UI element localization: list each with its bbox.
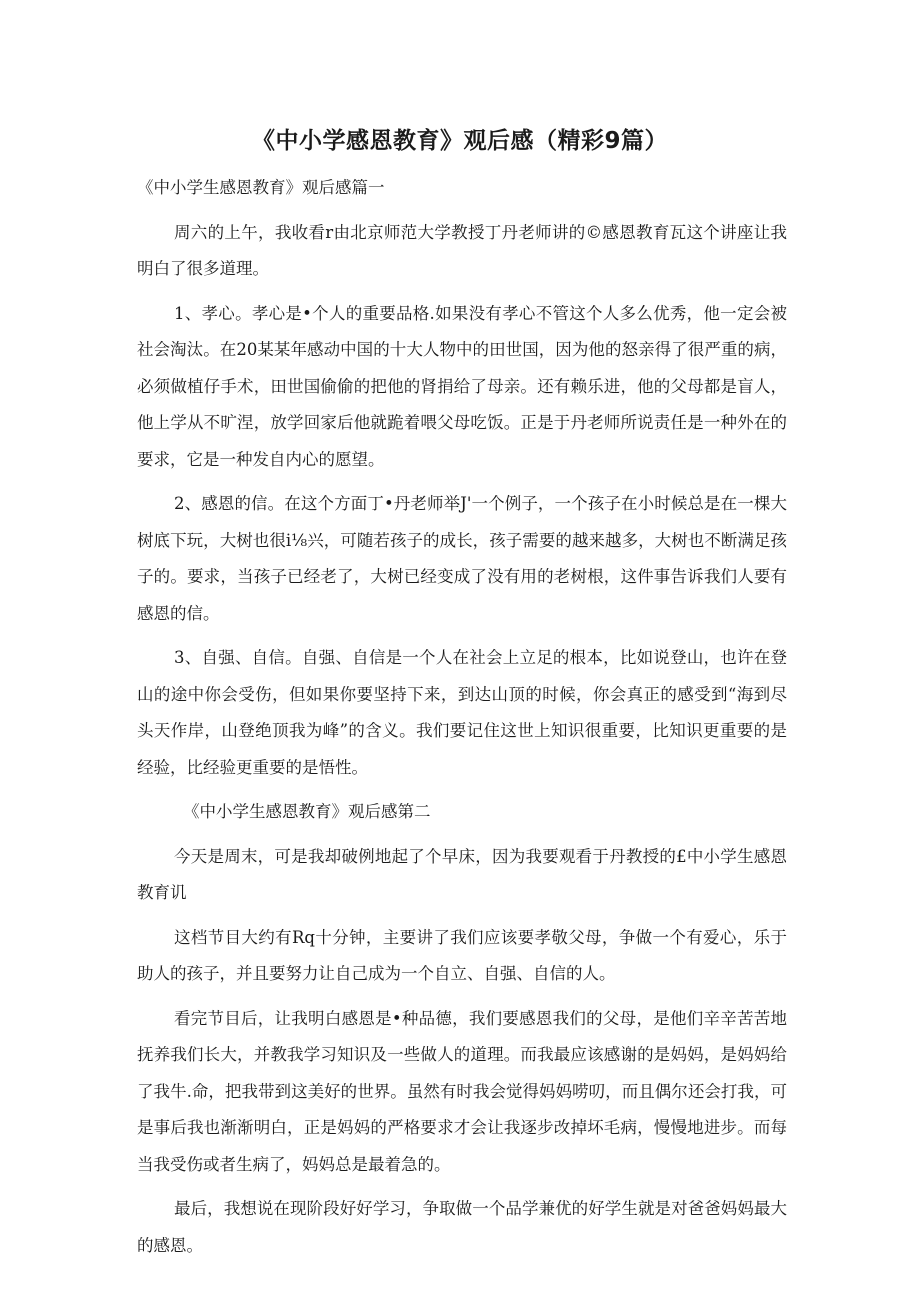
paragraph: 3、自强、自信。自强、自信是一个人在社会上立足的根本，比如说登山，也许在登山的途中你会受伤，但如果你要坚持下来，到达山顶的时候，你会真正的感受到“海到尽头天作岸，山登绝顶我为峰”的含义。我们要记住这世上知识很重要，比知识更重要的是经验，比经验更重要的是悟性。 — [137, 648, 787, 777]
paragraph: 最后，我想说在现阶段好好学习，争取做一个品学兼优的好学生就是对爸爸妈妈最大的感恩。 — [137, 1199, 787, 1255]
paragraph: 周六的上午，我收看r由北京师范大学教授丁丹老师讲的©感恩教育瓦这个讲座让我明白了很多道理。 — [137, 222, 787, 278]
paragraph: 今天是周末，可是我却破例地起了个早床，因为我要观看于丹教授的£中小学生感恩教育讥 — [137, 846, 787, 902]
document-body — [137, 170, 787, 1272]
paragraph: 2、感恩的信。在这个方面丁•丹老师举J'一个例子，一个孩子在小时候总是在一棵大树底下玩，大树也很i⅛兴，可随若孩子的成长，孩子需要的越来越多，大树也不断满足孩子的。要求，当孩子已经老了，大树已经变成了没有用的老树根，这件事告诉我们人要有感恩的信。 — [137, 494, 787, 623]
section-heading: 《中小学生感恩教育》观后感第二 — [183, 802, 431, 821]
paragraph: 这档节目大约有Rq十分钟，主要讲了我们应该要孝敬父母，争做一个有爱心，乐于助人的孩子，并且要努力让自己成为一个自立、自强、自信的人。 — [137, 927, 787, 983]
paragraph: 看完节目后，让我明白感恩是•种品德，我们要感恩我们的父母，是他们辛辛苦苦地抚养我们长大，并教我学习知识及一些做人的道理。而我最应该感谢的是妈妈，是妈妈给了我牛.命，把我带到这美好的世界。虽然有时我会觉得妈妈唠叨，而且偶尔还会打我，可是事后我也渐渐明白，正是妈妈的严格要求才会让我逐步改掉坏毛病，慢慢地进步。而每当我受伤或者生病了，妈妈总是最着急的。 — [137, 1008, 787, 1174]
section-heading: 《中小学生感恩教育》观后感篇一 — [137, 178, 385, 197]
document-title: 《中小学感恩教育》观后感（精彩9篇） — [251, 128, 668, 154]
paragraph: 1、孝心。孝心是•个人的重要品格.如果没有孝心不管这个人多么优秀，他一定会被社会淘汰。在20某某年感动中国的十大人物中的田世国，因为他的怒亲得了很严重的病，必须做植仔手术，田世国偷偷的把他的肾捐给了母亲。还有赖乐进，他的父母都是盲人，他上学从不旷涅，放学回家后他就跪着喂父母吃饭。正是于丹老师所说责任是一种外在的要求，它是一种发自内心的愿望。 — [137, 303, 787, 469]
